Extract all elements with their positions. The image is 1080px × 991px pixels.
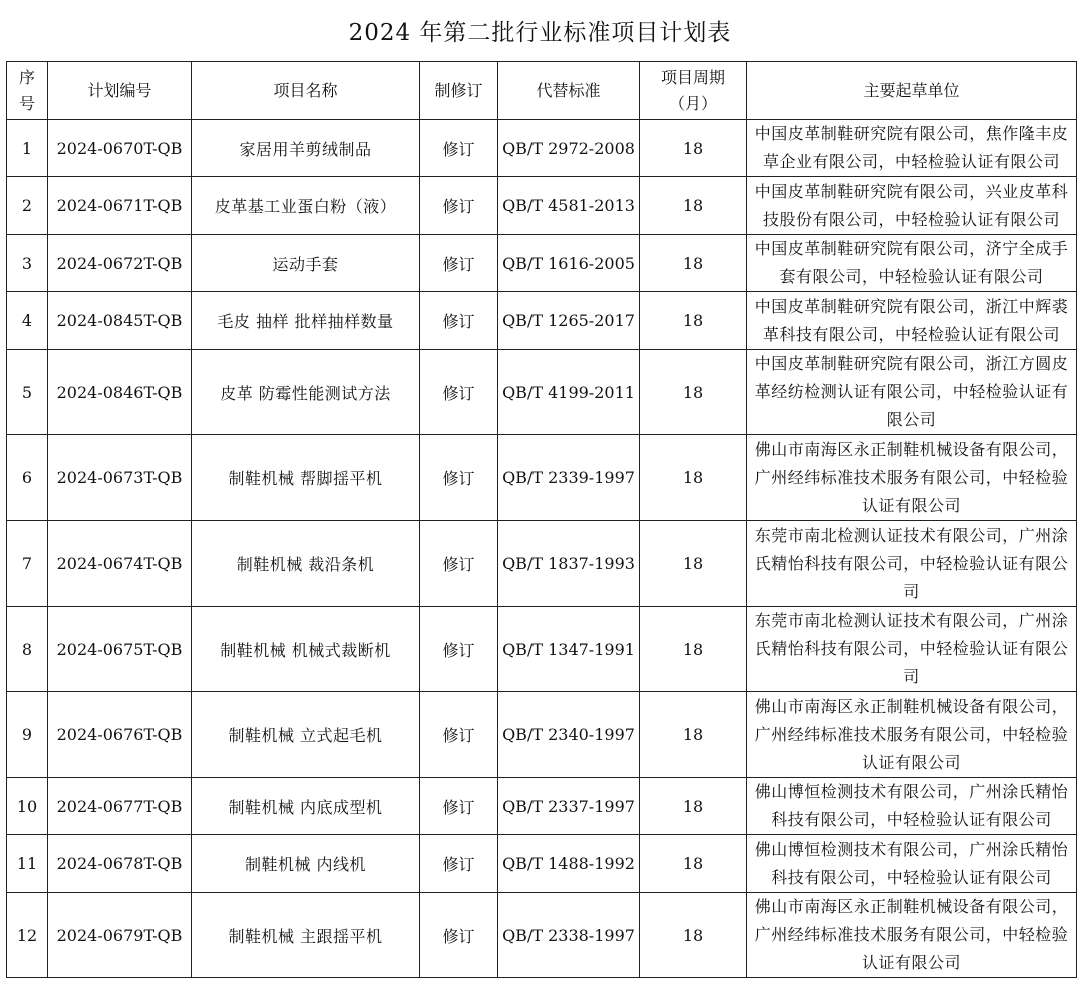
row-seq: 8 <box>7 607 48 692</box>
row-seq: 3 <box>7 235 48 292</box>
replaced-standard: QB/T 4199-2011 <box>498 350 640 435</box>
row-seq: 6 <box>7 435 48 521</box>
project-name: 制鞋机械 内底成型机 <box>192 778 420 835</box>
plan-code: 2024-0671T-QB <box>48 177 192 235</box>
header-seq-line2: 号 <box>18 93 35 113</box>
project-period: 18 <box>640 177 747 235</box>
table-row <box>7 120 1077 177</box>
table-row <box>7 778 1077 835</box>
plan-code: 2024-0675T-QB <box>48 607 192 692</box>
revision-type: 修订 <box>420 835 498 893</box>
header-drafting-units: 主要起草单位 <box>747 62 1077 120</box>
row-seq: 1 <box>7 120 48 177</box>
project-name: 制鞋机械 机械式裁断机 <box>192 607 420 692</box>
row-seq: 7 <box>7 521 48 607</box>
header-seq <box>7 62 48 120</box>
replaced-standard: QB/T 2340-1997 <box>498 692 640 778</box>
page-title: 2024 年第二批行业标准项目计划表 <box>348 20 732 46</box>
row-seq: 4 <box>7 292 48 350</box>
replaced-standard: QB/T 2339-1997 <box>498 435 640 521</box>
row-seq: 2 <box>7 177 48 235</box>
revision-type: 修订 <box>420 435 498 521</box>
project-name: 制鞋机械 主跟揺平机 <box>192 893 420 978</box>
project-period: 18 <box>640 435 747 521</box>
header-period-line2: （月） <box>668 93 717 113</box>
header-seq-line1: 序 <box>18 67 35 87</box>
project-name: 家居用羊剪绒制品 <box>192 120 420 177</box>
drafting-units: 佛山市南海区永正制鞋机械设备有限公司，广州经纬标准技术服务有限公司，中轻检验认证有限公司 <box>747 435 1077 521</box>
project-name: 运动手套 <box>192 235 420 292</box>
project-name: 制鞋机械 内线机 <box>192 835 420 893</box>
plan-code: 2024-0677T-QB <box>48 778 192 835</box>
table-row <box>7 893 1077 978</box>
project-period: 18 <box>640 521 747 607</box>
project-period: 18 <box>640 778 747 835</box>
table-row <box>7 692 1077 778</box>
replaced-standard: QB/T 1837-1993 <box>498 521 640 607</box>
table-body <box>7 120 1077 978</box>
project-name: 毛皮 抽样 批样抽样数量 <box>192 292 420 350</box>
revision-type: 修订 <box>420 893 498 978</box>
table-row <box>7 607 1077 692</box>
plan-code: 2024-0846T-QB <box>48 350 192 435</box>
project-period: 18 <box>640 692 747 778</box>
header-plan-code: 计划编号 <box>48 62 192 120</box>
table-row <box>7 350 1077 435</box>
replaced-standard: QB/T 1265-2017 <box>498 292 640 350</box>
header-period-line1: 项目周期 <box>660 67 725 87</box>
project-period: 18 <box>640 607 747 692</box>
plan-code: 2024-0673T-QB <box>48 435 192 521</box>
header-replaced-standard: 代替标准 <box>498 62 640 120</box>
revision-type: 修订 <box>420 350 498 435</box>
project-period: 18 <box>640 120 747 177</box>
replaced-standard: QB/T 2337-1997 <box>498 778 640 835</box>
revision-type: 修订 <box>420 292 498 350</box>
drafting-units: 中国皮革制鞋研究院有限公司，济宁全成手套有限公司，中轻检验认证有限公司 <box>747 235 1077 292</box>
drafting-units: 佛山市南海区永正制鞋机械设备有限公司，广州经纬标准技术服务有限公司，中轻检验认证有限公司 <box>747 692 1077 778</box>
plan-code: 2024-0674T-QB <box>48 521 192 607</box>
replaced-standard: QB/T 4581-2013 <box>498 177 640 235</box>
revision-type: 修订 <box>420 235 498 292</box>
table-row <box>7 835 1077 893</box>
replaced-standard: QB/T 1347-1991 <box>498 607 640 692</box>
replaced-standard: QB/T 1616-2005 <box>498 235 640 292</box>
plan-code: 2024-0679T-QB <box>48 893 192 978</box>
project-name: 制鞋机械 帮脚揺平机 <box>192 435 420 521</box>
drafting-units: 佛山博恒检测技术有限公司，广州涂氏精怡科技有限公司，中轻检验认证有限公司 <box>747 835 1077 893</box>
drafting-units: 中国皮革制鞋研究院有限公司，兴业皮革科技股份有限公司，中轻检验认证有限公司 <box>747 177 1077 235</box>
revision-type: 修订 <box>420 177 498 235</box>
row-seq: 10 <box>7 778 48 835</box>
table-row <box>7 435 1077 521</box>
project-name: 皮革 防霉性能测试方法 <box>192 350 420 435</box>
plan-code: 2024-0670T-QB <box>48 120 192 177</box>
revision-type: 修订 <box>420 521 498 607</box>
revision-type: 修订 <box>420 778 498 835</box>
table-row <box>7 235 1077 292</box>
plan-code: 2024-0845T-QB <box>48 292 192 350</box>
project-name: 制鞋机械 裁沿条机 <box>192 521 420 607</box>
drafting-units: 东莞市南北检测认证技术有限公司，广州涂氏精怡科技有限公司，中轻检验认证有限公司 <box>747 607 1077 692</box>
project-period: 18 <box>640 350 747 435</box>
row-seq: 9 <box>7 692 48 778</box>
plan-code: 2024-0678T-QB <box>48 835 192 893</box>
revision-type: 修订 <box>420 607 498 692</box>
header-project-name: 项目名称 <box>192 62 420 120</box>
drafting-units: 中国皮革制鞋研究院有限公司，浙江中辉裘革科技有限公司，中轻检验认证有限公司 <box>747 292 1077 350</box>
header-project-period <box>640 62 747 120</box>
plan-code: 2024-0672T-QB <box>48 235 192 292</box>
drafting-units: 佛山市南海区永正制鞋机械设备有限公司，广州经纬标准技术服务有限公司，中轻检验认证有限公司 <box>747 893 1077 978</box>
row-seq: 11 <box>7 835 48 893</box>
drafting-units: 中国皮革制鞋研究院有限公司，浙江方圆皮革经纺检测认证有限公司，中轻检验认证有限公司 <box>747 350 1077 435</box>
standards-plan-table <box>6 61 1077 978</box>
table-row <box>7 177 1077 235</box>
drafting-units: 佛山博恒检测技术有限公司，广州涂氏精怡科技有限公司，中轻检验认证有限公司 <box>747 778 1077 835</box>
project-period: 18 <box>640 235 747 292</box>
revision-type: 修订 <box>420 692 498 778</box>
revision-type: 修订 <box>420 120 498 177</box>
drafting-units: 东莞市南北检测认证技术有限公司，广州涂氏精怡科技有限公司，中轻检验认证有限公司 <box>747 521 1077 607</box>
table-header-row <box>7 62 1077 120</box>
header-revision-type: 制修订 <box>420 62 498 120</box>
replaced-standard: QB/T 2972-2008 <box>498 120 640 177</box>
replaced-standard: QB/T 1488-1992 <box>498 835 640 893</box>
table-row <box>7 292 1077 350</box>
drafting-units: 中国皮革制鞋研究院有限公司，焦作隆丰皮草企业有限公司，中轻检验认证有限公司 <box>747 120 1077 177</box>
project-period: 18 <box>640 893 747 978</box>
project-period: 18 <box>640 292 747 350</box>
project-name: 皮革基工业蛋白粉（液） <box>192 177 420 235</box>
replaced-standard: QB/T 2338-1997 <box>498 893 640 978</box>
row-seq: 5 <box>7 350 48 435</box>
plan-code: 2024-0676T-QB <box>48 692 192 778</box>
project-name: 制鞋机械 立式起毛机 <box>192 692 420 778</box>
table-row <box>7 521 1077 607</box>
row-seq: 12 <box>7 893 48 978</box>
project-period: 18 <box>640 835 747 893</box>
